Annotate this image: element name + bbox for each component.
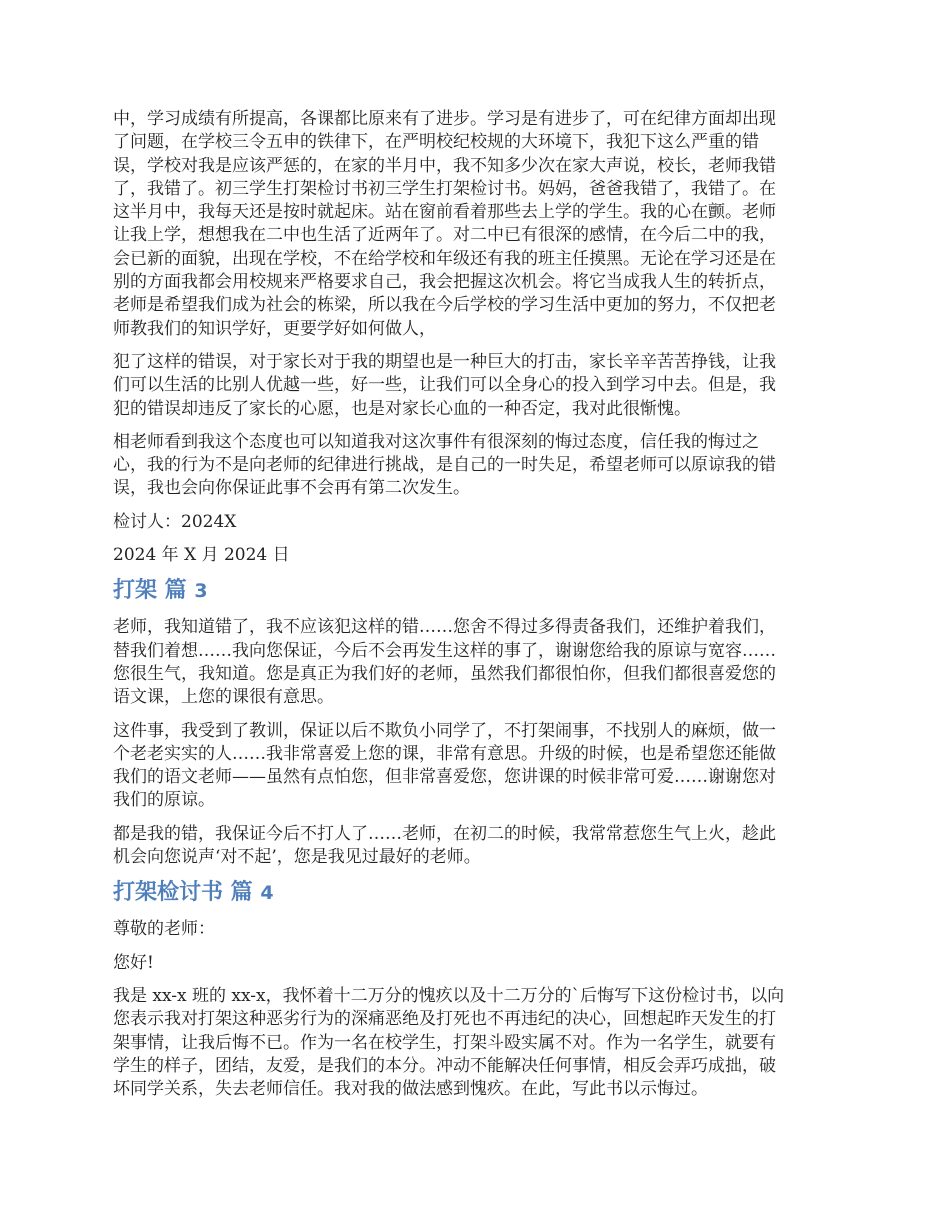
date-text: 2024 年 X 月 2024 日 bbox=[113, 545, 290, 566]
greeting-line bbox=[113, 918, 839, 941]
date-line bbox=[113, 544, 839, 567]
text-line: 个老老实实的人……我非常喜爱上您的课，非常有意思。升级的时候，也是希望您还能做 bbox=[113, 743, 776, 764]
paragraph-apology-teacher bbox=[113, 616, 839, 709]
section-heading-3 bbox=[113, 577, 839, 605]
text-line: 我们的语文老师——虽然有点怕您，但非常喜爱您，您讲课的时候非常可爱……谢谢您对 bbox=[113, 767, 776, 788]
text-line: 您很生气，我知道。您是真正为我们好的老师，虽然我们都很怕你，但我们都很喜爱您的 bbox=[113, 663, 776, 684]
signer-line bbox=[113, 511, 839, 534]
text-line: 误，学校对我是应该严惩的，在家的半月中，我不知多少次在家大声说，校长，老师我错 bbox=[113, 155, 776, 176]
text-line: 您表示我对打架这种恶劣行为的深痛恶绝及打死也不再违纪的决心，回想起昨天发生的打 bbox=[113, 1009, 776, 1030]
text-line: 师教我们的知识学好，更要学好如何做人， bbox=[113, 318, 436, 339]
text-line: 学生的样子，团结，友爱，是我们的本分。冲动不能解决任何事情，相反会弄巧成拙，破 bbox=[113, 1055, 776, 1076]
text-line: 这件事，我受到了教训，保证以后不欺负小同学了，不打架闹事，不找别人的麻烦，做一 bbox=[113, 720, 776, 741]
text-line: 了，我错了。初三学生打架检讨书初三学生打架检讨书。妈妈，爸爸我错了，我错了。在 bbox=[113, 178, 776, 199]
paragraph-study-progress bbox=[113, 108, 839, 341]
paragraph-lesson-learned bbox=[113, 720, 839, 813]
text-line: 犯了这样的错误，对于家长对于我的期望也是一种巨大的打击，家长辛辛苦苦挣钱，让我 bbox=[113, 351, 776, 372]
text-line: 误，我也会向你保证此事不会再有第二次发生。 bbox=[113, 478, 470, 499]
paragraph-repentance bbox=[113, 431, 839, 501]
text-line: 坏同学关系，失去老师信任。我对我的做法感到愧疚。在此，写此书以示悔过。 bbox=[113, 1079, 708, 1100]
text-line: 语文课，上您的课很有意思。 bbox=[113, 687, 334, 708]
paragraph-self-review bbox=[113, 985, 839, 1101]
document-page bbox=[113, 108, 839, 1111]
text-line: 中，学习成绩有所提高，各课都比原来有了进步。学习是有进步了，可在纪律方面却出现 bbox=[113, 109, 776, 129]
section-title: 打架检讨书 篇 bbox=[113, 880, 253, 906]
text-line: 替我们着想……我向您保证，今后不会再发生这样的事了，谢谢您给我的原谅与宽容…… bbox=[113, 640, 776, 661]
text-line: 犯的错误却违反了家长的心愿，也是对家长心血的一种否定，我对此很惭愧。 bbox=[113, 398, 691, 419]
text-line: 老师是希望我们成为社会的栋梁，所以我在今后学校的学习生活中更加的努力，不仅把老 bbox=[113, 295, 776, 316]
text-line: 都是我的错，我保证今后不打人了……老师，在初二的时候，我常常惹您生气上火，趁此 bbox=[113, 823, 776, 844]
text-line: 机会向您说声‘对不起’，您是我见过最好的老师。 bbox=[113, 847, 481, 868]
text-line: 别的方面我都会用校规来严格要求自己，我会把握这次机会。将它当成我人生的转折点， bbox=[113, 272, 776, 293]
text-line: 会已新的面貌，出现在学校，不在给学校和年级还有我的班主任摸黑。无论在学习还是在 bbox=[113, 248, 776, 269]
paragraph-parents-expectation bbox=[113, 351, 839, 421]
text-line: 了问题，在学校三令五申的铁律下，在严明校纪校规的大环境下，我犯下这么严重的错 bbox=[113, 132, 759, 153]
text-line: 相老师看到我这个态度也可以知道我对这次事件有很深刻的悔过态度，信任我的悔过之 bbox=[113, 431, 759, 452]
text-line: 老师，我知道错了，我不应该犯这样的错……您舍不得过多得责备我们，还维护着我们， bbox=[113, 617, 776, 638]
hello-text: 您好! bbox=[113, 952, 154, 973]
text-line: 们可以生活的比别人优越一些，好一些，让我们可以全身心的投入到学习中去。但是，我 bbox=[113, 375, 776, 396]
text-line: 让我上学，想想我在二中也生活了近两年了。对二中已有很深的感情，在今后二中的我， bbox=[113, 225, 776, 246]
text-line: 我们的原谅。 bbox=[113, 790, 215, 811]
text-line: 架事情，让我后悔不已。作为一名在校学生，打架斗殴实属不对。作为一名学生，就要有 bbox=[113, 1032, 776, 1053]
text-line: 心，我的行为不是向老师的纪律进行挑战，是自己的一时失足，希望老师可以原谅我的错 bbox=[113, 455, 776, 476]
section-number: 4 bbox=[260, 882, 274, 905]
signer-text: 检讨人：2024X bbox=[113, 511, 237, 532]
section-number: 3 bbox=[194, 580, 208, 603]
section-title: 打架 篇 bbox=[113, 578, 187, 604]
section-heading-4 bbox=[113, 879, 839, 907]
text-line: 我是 xx-x 班的 xx-x，我怀着十二万分的愧疚以及十二万分的`后悔写下这份检讨书，以向 bbox=[113, 985, 785, 1006]
greeting-text: 尊敬的老师： bbox=[113, 919, 215, 940]
hello-line bbox=[113, 952, 839, 975]
text-line: 这半月中，我每天还是按时就起床。站在窗前看着那些去上学的学生。我的心在颤。老师 bbox=[113, 202, 776, 223]
paragraph-promise bbox=[113, 823, 839, 870]
